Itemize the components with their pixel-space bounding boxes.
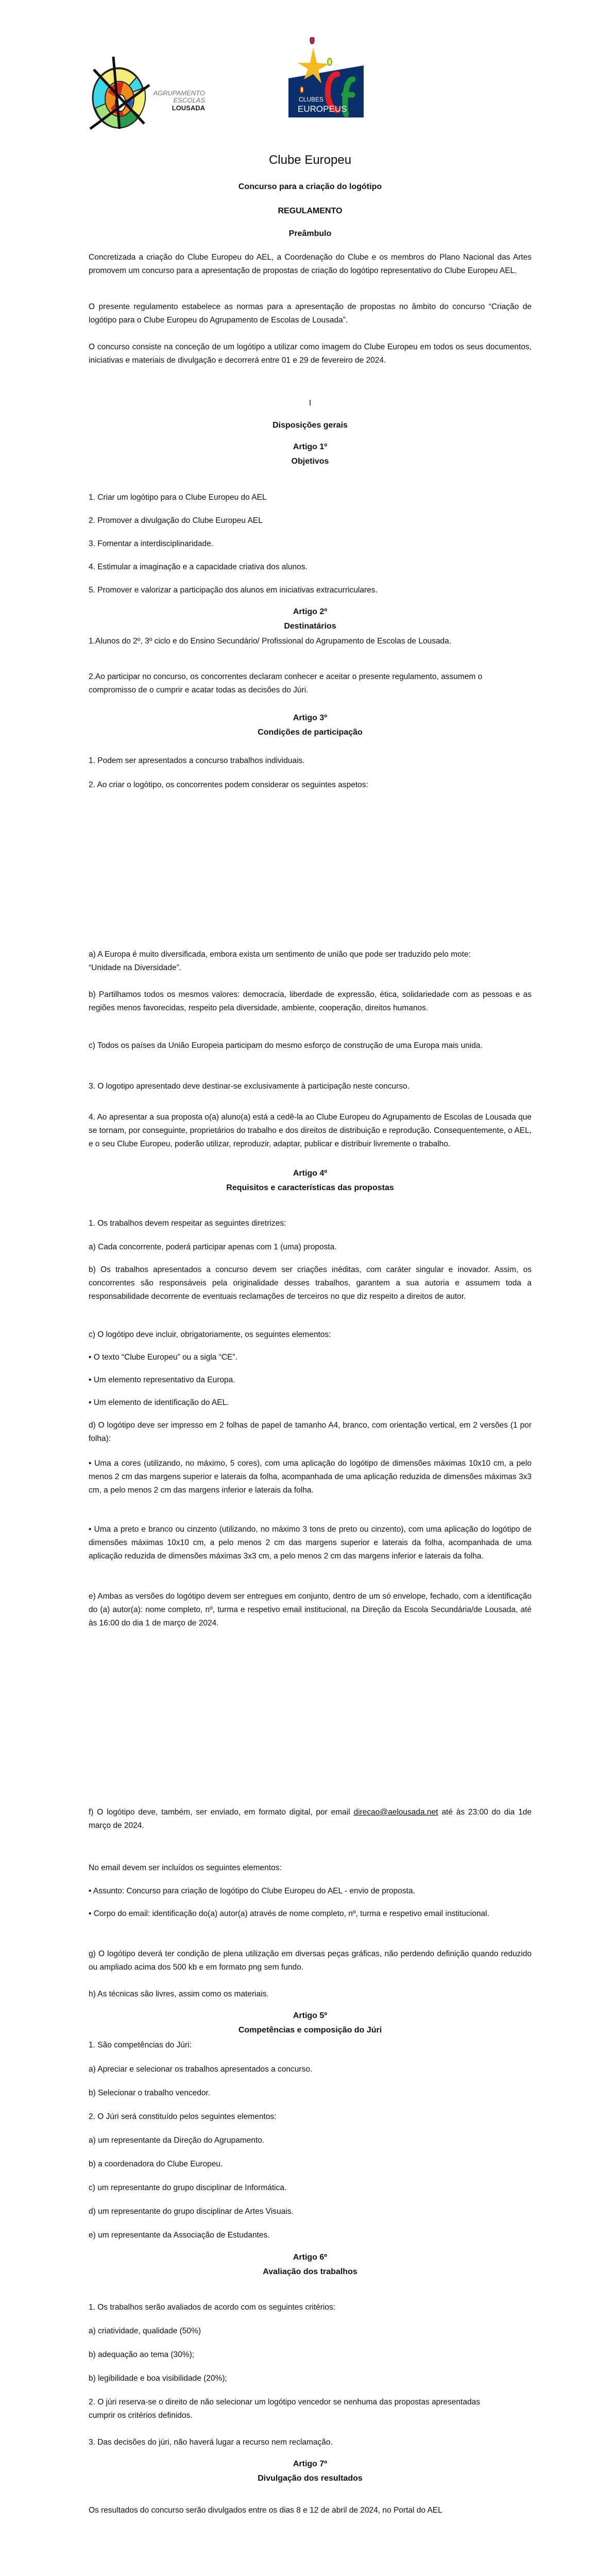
list-item: h) As técnicas são livres, assim como os materiais. (89, 1990, 269, 1998)
list-item: 3. Das decisões do júri, não haverá lugar a recurso nem reclamação. (89, 2438, 333, 2447)
list-item: a) criatividade, qualidade (50%) (89, 2327, 201, 2335)
document-subtitle: Concurso para a criação do logótipo (238, 182, 382, 191)
list-item: 2. Promover a divulgação do Clube Europeu AEL (89, 516, 263, 525)
list-item: 4. Ao apresentar a sua proposta o(a) aluno(a) está a cedê-la ao Clube Europeu do Agrupamento de Escolas de Lousada que se tornam, por conseguinte, proprietários do trabalho e dos direitos de distribuição e reprodução. Consequentemente, o AEL, e o seu Clube Europeu, poderão utilizar, reproduzir, adaptar, publicar e distribuir livremente o trabalho. (89, 1113, 532, 1148)
list-item: d) O logótipo deve ser impresso em 2 folhas de papel de tamanho A4, branco, com orientação vertical, em 2 versões (1 por folha): (89, 1421, 532, 1443)
ael-logo (88, 52, 206, 131)
list-item: 1. São competências do Júri: (89, 2041, 192, 2049)
list-item: a) A Europa é muito diversificada, embora exista um sentimento de união que pode ser traduzido pelo mote: “Unidade na Diversidade”. (89, 950, 471, 972)
list-item: 4. Estimular a imaginação e a capacidade criativa dos alunos. (89, 563, 308, 571)
article-title: Divulgação dos resultados (258, 2474, 363, 2483)
list-item: d) um representante do grupo disciplinar de Artes Visuais. (89, 2207, 294, 2216)
preamble-paragraph: O presente regulamento estabelece as normas para a apresentação de propostas no âmbito do concurso “Criação de logótipo para o Clube Europeu do Agrupamento de Escolas de Lousada”. (89, 302, 532, 325)
preamble-heading: Preâmbulo (288, 229, 332, 238)
list-item: b) a coordenadora do Clube Europeu. (89, 2160, 223, 2168)
list-item: 2. Ao criar o logótipo, os concorrentes podem considerar os seguintes aspetos: (89, 781, 368, 789)
list-item: c) O logótipo deve incluir, obrigatoriamente, os seguintes elementos: (89, 1330, 331, 1339)
svg-text:CLUBES: CLUBES (299, 96, 324, 103)
article-title: Avaliação dos trabalhos (263, 2267, 357, 2276)
list-item (89, 1806, 532, 1833)
svg-text:EUROPEUS: EUROPEUS (298, 104, 347, 114)
list-item: 3. Fomentar a interdisciplinaridade. (89, 539, 214, 548)
bullet-item: • Um elemento de identificação do AEL. (89, 1398, 229, 1407)
list-item: 2. O Júri será constituído pelos seguintes elementos: (89, 2112, 277, 2121)
article-title: Competências e composição do Júri (238, 2026, 382, 2035)
results-paragraph: Os resultados do concurso serão divulgados entre os dias 8 e 12 de abril de 2024, no Portal do AEL (89, 2506, 442, 2515)
bullet-item: • Uma a cores (utilizando, no máximo, 5 cores), com uma aplicação do logótipo de dimensões máximas 10x10 cm, a pelo menos 2 cm das margens superior e laterais da folha, acompanhada de uma aplicação reduzida de dimensões máximas 3x3 cm, a pelo menos 2 cm das margens inferior e laterais da folha. (89, 1459, 532, 1495)
document-title: Clube Europeu (268, 153, 352, 167)
ael-logo-icon (88, 52, 206, 131)
list-item: 5. Promover e valorizar a participação dos alunos em iniciativas extracurriculares. (89, 586, 378, 595)
list-item: b) legibilidade e boa visibilidade (20%); (89, 2374, 227, 2383)
email-instruction-text: f) O logótipo deve, também, ser enviado, em formato digital, por email (89, 1808, 354, 1817)
list-item: e) Ambas as versões do logótipo devem ser entregues em conjunto, dentro de um só envelope, fechado, com a identificação do (a) autor(a): nome completo, nº, turma e respetivo email institucional, na Direção da Escola Secundária/de Lousada, até às 16:00 do dia 1 de março de 2024. (89, 1592, 532, 1628)
list-item: b) adequação ao tema (30%); (89, 2350, 195, 2359)
bullet-item: • Uma a preto e branco ou cinzento (utilizando, no máximo 3 tons de preto ou cinzento), com uma aplicação do logótipo de dimensões máximas 10x10 cm, a pelo menos 2 cm das margens superior e laterais da folha, acompanhada de uma aplicação reduzida de dimensões máximas 3x3 cm, a pelo menos 2 cm das margens inferior e laterais da folha. (89, 1525, 532, 1561)
part-numeral: I (309, 399, 312, 408)
regulation-heading: REGULAMENTO (278, 207, 343, 215)
svg-text:LOUSADA: LOUSADA (172, 104, 205, 112)
article-label: Artigo 1º (293, 443, 328, 451)
article-label: Artigo 7º (293, 2460, 328, 2468)
list-item: 2. O júri reserva-se o direito de não selecionar um logótipo vencedor se nenhuma das propostas apresentadas cumprir os critérios definidos. (89, 2398, 480, 2420)
list-item: b) Partilhamos todos os mesmos valores: democracia, liberdade de expressão, ética, solidariedade com as pessoas e as regiões menos favorecidas, respeito pela diversidade, ambiente, cooperação, direitos humanos. (89, 990, 532, 1012)
preamble-paragraph: O concurso consiste na conceção de um logótipo a utilizar como imagem do Clube Europeu em todos os seus documentos, iniciativas e materiais de divulgação e decorrerá entre 01 e 29 de fevereiro de 2024. (89, 343, 532, 365)
article-title: Objetivos (291, 457, 329, 466)
list-item: b) Selecionar o trabalho vencedor. (89, 2089, 211, 2097)
preamble-paragraph: Concretizada a criação do Clube Europeu do AEL, a Coordenação do Clube e os membros do Plano Nacional das Artes promovem um concurso para a apresentação de propostas de criação do logótipo representativo do Clube Europeu AEL. (89, 253, 532, 275)
list-item: c) um representante do grupo disciplinar de Informática. (89, 2183, 287, 2192)
list-item: a) um representante da Direção do Agrupamento. (89, 2136, 265, 2145)
email-deadline-text: até às 23:00 do dia 1de março de 2024. (89, 1808, 532, 1830)
list-item: e) um representante da Associação de Estudantes. (89, 2231, 270, 2240)
article-title: Destinatários (284, 622, 336, 631)
bullet-item: • O texto “Clube Europeu” ou a sigla “CE”. (89, 1353, 237, 1362)
clubes-europeus-logo (288, 37, 364, 117)
article-label: Artigo 4º (293, 1169, 328, 1178)
article-label: Artigo 6º (293, 2253, 328, 2262)
article-label: Artigo 5º (293, 2011, 328, 2020)
list-item: 2.Ao participar no concurso, os concorrentes declaram conhecer e aceitar o presente regulamento, assumem o compromisso de o cumprir e acatar todas as decisões do Júri. (89, 672, 483, 694)
bullet-item: • Um elemento representativo da Europa. (89, 1376, 235, 1384)
part-title: Disposições gerais (272, 421, 348, 430)
article-title: Condições de participação (258, 728, 363, 737)
list-item: No email devem ser incluídos os seguintes elementos: (89, 1863, 282, 1872)
list-item: 1. Podem ser apresentados a concurso trabalhos individuais. (89, 756, 305, 765)
list-item: 3. O logotipo apresentado deve destinar-se exclusivamente à participação neste concurso. (89, 1082, 410, 1091)
svg-text:AGRUPAMENTO: AGRUPAMENTO (153, 89, 205, 97)
list-item: c) Todos os países da União Europeia participam do mesmo esforço de construção de uma Europa mais unida. (89, 1041, 483, 1050)
list-item: 1. Os trabalhos serão avaliados de acordo com os seguintes critérios: (89, 2303, 336, 2312)
article-label: Artigo 2º (293, 607, 328, 616)
bullet-item: • Assunto: Concurso para criação de logótipo do Clube Europeu do AEL - envio de proposta. (89, 1887, 415, 1895)
clubes-europeus-logo-icon (288, 37, 364, 117)
list-item: a) Cada concorrente, poderá participar apenas com 1 (uma) proposta. (89, 1243, 337, 1251)
list-item: 1. Os trabalhos devem respeitar as seguintes diretrizes: (89, 1219, 286, 1228)
list-item: g) O logótipo deverá ter condição de plena utilização em diversas peças gráficas, não perdendo definição quando reduzido ou ampliado acima dos 500 kb e em formato png sem fundo. (89, 1950, 532, 1972)
bullet-item: • Corpo do email: identificação do(a) autor(a) através de nome completo, nº, turma e respetivo email institucional. (89, 1909, 489, 1918)
article-label: Artigo 3º (293, 714, 328, 722)
list-item: a) Apreciar e selecionar os trabalhos apresentados a concurso. (89, 2065, 313, 2074)
list-item: 1.Alunos do 2º, 3º ciclo e do Ensino Secundário/ Profissional do Agrupamento de Escolas de Lousada. (89, 637, 452, 646)
list-item: 1. Criar um logótipo para o Clube Europeu do AEL (89, 493, 267, 502)
svg-text:ESCOLAS: ESCOLAS (173, 96, 205, 104)
email-link[interactable]: direcao@aelousada.net (353, 1808, 438, 1817)
list-item: b) Os trabalhos apresentados a concurso devem ser criações inéditas, com caráter singular e inovador. Assim, os concorrentes são responsáveis pela originalidade desses trabalhos, garantem a sua autoria e assumem toda a responsabilidade decorrente de eventuais reclamações de terceiros no que diz respeito a direitos de autor. (89, 1265, 532, 1301)
article-title: Requisitos e características das propostas (226, 1183, 394, 1192)
